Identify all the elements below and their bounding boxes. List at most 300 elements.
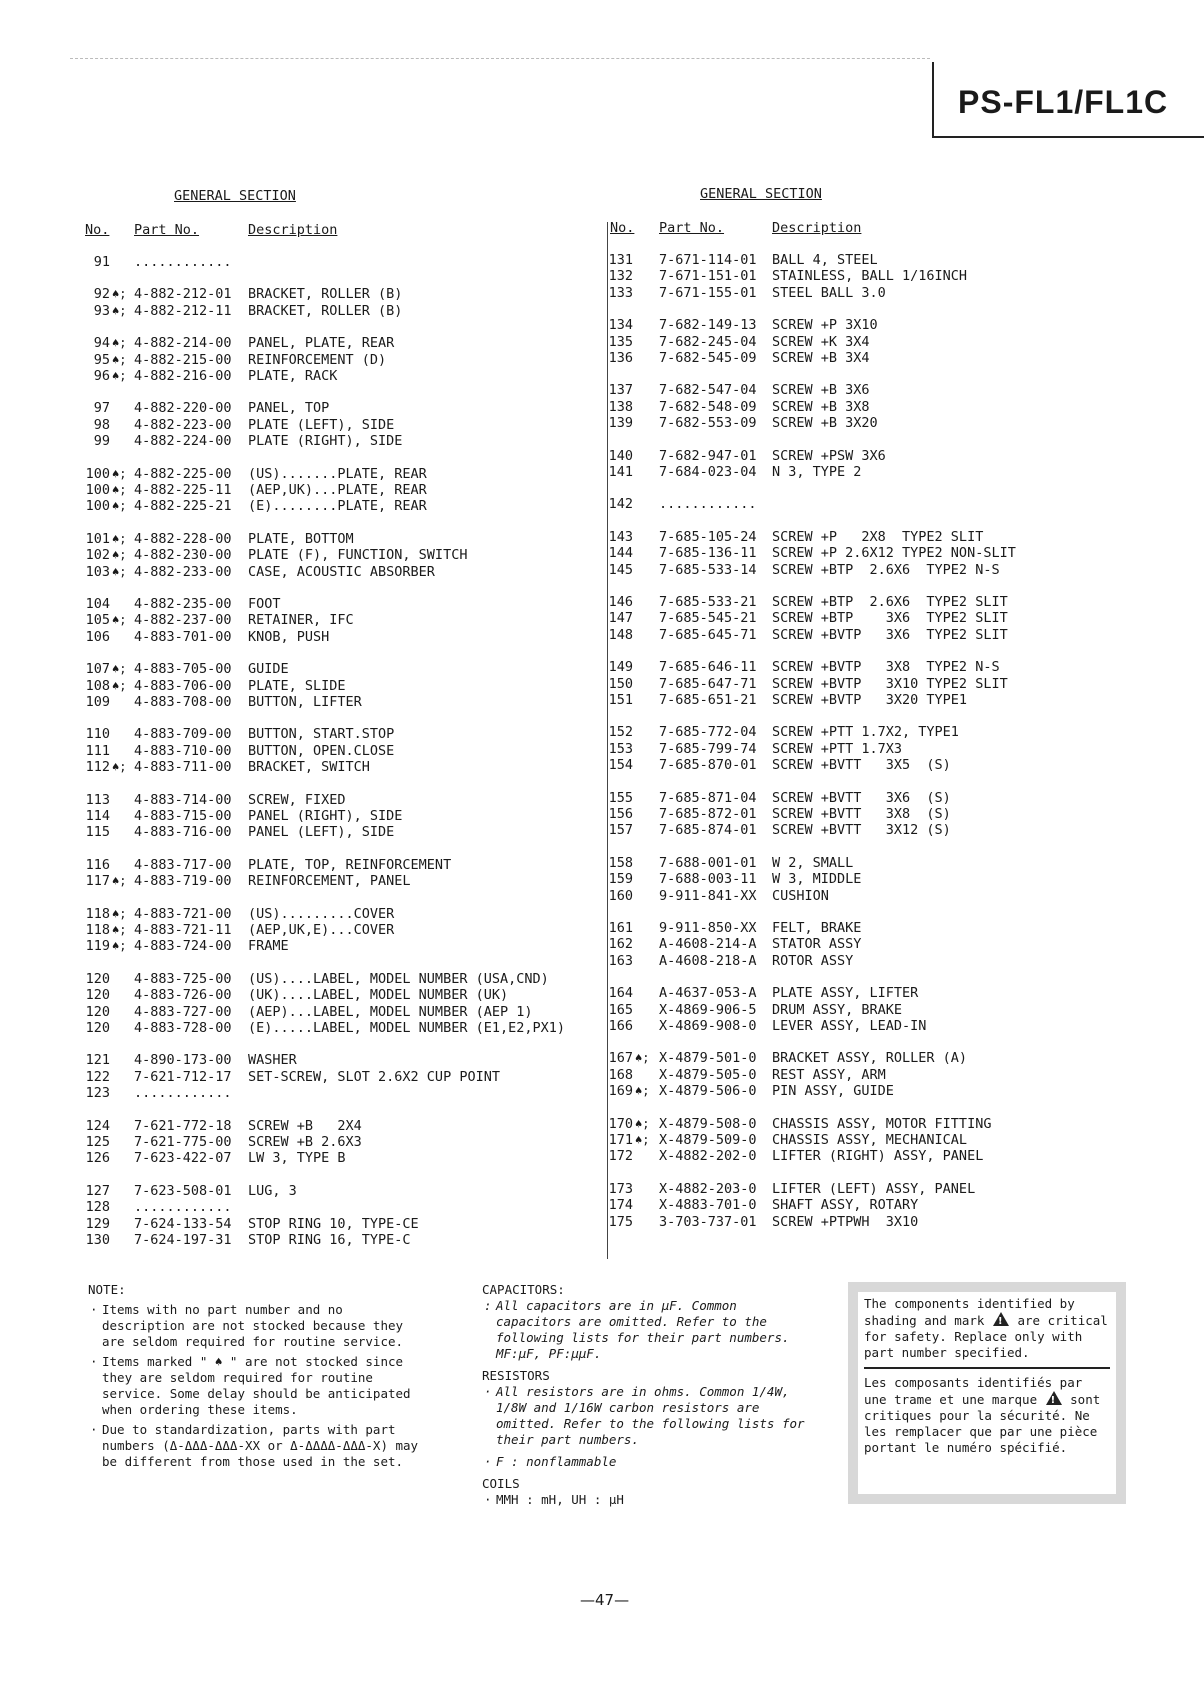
left-col-no-header: No.	[85, 222, 110, 238]
nonflammable-note: · F : nonflammable	[484, 1454, 617, 1469]
part-description: (E).....LABEL, MODEL NUMBER (E1,E2,PX1)	[248, 1020, 565, 1036]
not-stocked-mark: ♠;	[112, 287, 127, 301]
note-text-2: Items marked " ♠ " are not stocked since they are seldom required for routine service. Some delay should be anticipated when ordering these items.	[102, 1354, 411, 1417]
capacitors-text: All capacitors are in μF. Common capacitors are omitted. Refer to the following lists for their part numbers. MF:μF, PF:μμF.	[496, 1298, 790, 1361]
part-description: BRACKET, ROLLER (B)	[248, 303, 403, 319]
part-description: SCREW +BVTP 3X20 TYPE1	[772, 692, 968, 708]
part-number: 7-684-023-04	[659, 464, 757, 480]
part-description: SCREW, FIXED	[248, 792, 346, 808]
part-item-number: 91	[93, 254, 110, 270]
part-item-number: 117	[85, 873, 110, 889]
part-description: RETAINER, IFC	[248, 612, 354, 628]
part-number: 4-882-233-00	[134, 564, 232, 580]
not-stocked-mark: ♠;	[112, 483, 127, 497]
safety-en-text-1: The components identified by shading and mark	[864, 1296, 1075, 1328]
not-stocked-mark: ♠;	[635, 1133, 650, 1147]
part-item-number: 110	[85, 726, 110, 742]
coils-note: · MMH : mH, UH : μH	[484, 1492, 624, 1507]
part-number: 4-882-225-21	[134, 498, 232, 514]
part-description: PIN ASSY, GUIDE	[772, 1083, 894, 1099]
not-stocked-mark: ♠;	[112, 874, 127, 888]
part-number: 4-883-726-00	[134, 987, 232, 1003]
part-number: 7-621-772-18	[134, 1118, 232, 1134]
part-item-number: 141	[608, 464, 633, 480]
part-description: FOOT	[248, 596, 281, 612]
part-number: 7-685-533-21	[659, 594, 757, 610]
part-description: LUG, 3	[248, 1183, 297, 1199]
part-number: 7-671-155-01	[659, 285, 757, 301]
part-description: SCREW +BVTP 3X8 TYPE2 N-S	[772, 659, 1000, 675]
part-description: CHASSIS ASSY, MECHANICAL	[772, 1132, 968, 1148]
part-item-number: 175	[608, 1214, 633, 1230]
part-description: SCREW +P 2.6X12 TYPE2 NON-SLIT	[772, 545, 1016, 561]
part-item-number: 120	[85, 1020, 110, 1036]
part-item-number: 119	[85, 938, 110, 954]
part-item-number: 114	[85, 808, 110, 824]
not-stocked-mark: ♠;	[112, 467, 127, 481]
part-description: SCREW +B 3X4	[772, 350, 870, 366]
part-description: FRAME	[248, 938, 289, 954]
part-number: ............	[659, 496, 757, 512]
part-number: 7-685-772-04	[659, 724, 757, 740]
part-item-number: 153	[608, 741, 633, 757]
part-item-number: 132	[608, 268, 633, 284]
part-item-number: 127	[85, 1183, 110, 1199]
part-number: 7-685-136-11	[659, 545, 757, 561]
part-item-number: 147	[608, 610, 633, 626]
part-description: SET-SCREW, SLOT 2.6X2 CUP POINT	[248, 1069, 500, 1085]
left-section-title: GENERAL SECTION	[174, 188, 296, 204]
warning-triangle-icon	[993, 1312, 1009, 1326]
part-description: GUIDE	[248, 661, 289, 677]
part-item-number: 105	[85, 612, 110, 628]
part-description: ROTOR ASSY	[772, 953, 854, 969]
part-number: 7-685-647-71	[659, 676, 757, 692]
part-description: LEVER ASSY, LEAD-IN	[772, 1018, 927, 1034]
not-stocked-mark: ♠;	[112, 565, 127, 579]
part-number: 7-685-105-24	[659, 529, 757, 545]
part-number: 9-911-841-XX	[659, 888, 757, 904]
part-number: X-4882-202-0	[659, 1148, 757, 1164]
right-col-no-header: No.	[610, 220, 635, 236]
part-description: SHAFT ASSY, ROTARY	[772, 1197, 919, 1213]
part-description: PLATE, TOP, REINFORCEMENT	[248, 857, 452, 873]
part-item-number: 146	[608, 594, 633, 610]
part-number: 4-882-225-11	[134, 482, 232, 498]
part-item-number: 168	[608, 1067, 633, 1083]
left-col-part-header: Part No.	[134, 222, 200, 238]
part-description: WASHER	[248, 1052, 297, 1068]
part-description: SCREW +P 3X10	[772, 317, 878, 333]
part-item-number: 145	[608, 562, 633, 578]
part-number: 4-882-212-11	[134, 303, 232, 319]
part-description: SCREW +PTT 1.7X3	[772, 741, 903, 757]
part-item-number: 174	[608, 1197, 633, 1213]
part-number: 7-685-646-11	[659, 659, 757, 675]
resistors-title: RESISTORS	[482, 1368, 550, 1383]
part-item-number: 131	[608, 252, 633, 268]
part-item-number: 130	[85, 1232, 110, 1248]
part-description: PANEL (LEFT), SIDE	[248, 824, 395, 840]
part-item-number: 111	[85, 743, 110, 759]
not-stocked-mark: ♠;	[635, 1117, 650, 1131]
part-description: PLATE (LEFT), SIDE	[248, 417, 395, 433]
part-item-number: 107	[85, 661, 110, 677]
part-description: BRACKET, SWITCH	[248, 759, 370, 775]
right-col-part-header: Part No.	[659, 220, 725, 236]
part-number: 7-682-545-09	[659, 350, 757, 366]
not-stocked-mark: ♠;	[112, 907, 127, 921]
part-number: 4-883-724-00	[134, 938, 232, 954]
part-number: 4-882-220-00	[134, 400, 232, 416]
part-item-number: 126	[85, 1150, 110, 1166]
part-number: 7-685-545-21	[659, 610, 757, 626]
part-item-number: 116	[85, 857, 110, 873]
part-number: 7-623-422-07	[134, 1150, 232, 1166]
part-description: BALL 4, STEEL	[772, 252, 878, 268]
part-item-number: 120	[85, 971, 110, 987]
part-number: 9-911-850-XX	[659, 920, 757, 936]
part-item-number: 122	[85, 1069, 110, 1085]
part-number: 4-883-705-00	[134, 661, 232, 677]
part-description: SCREW +PSW 3X6	[772, 448, 886, 464]
part-description: (US).......PLATE, REAR	[248, 466, 427, 482]
part-description: REINFORCEMENT (D)	[248, 352, 387, 368]
part-description: CUSHION	[772, 888, 829, 904]
part-number: 7-671-114-01	[659, 252, 757, 268]
not-stocked-mark: ♠;	[112, 532, 127, 546]
part-description: DRUM ASSY, BRAKE	[772, 1002, 903, 1018]
part-item-number: 170	[608, 1116, 633, 1132]
part-number: X-4882-203-0	[659, 1181, 757, 1197]
part-item-number: 101	[85, 531, 110, 547]
part-number: X-4883-701-0	[659, 1197, 757, 1213]
part-number: 4-882-215-00	[134, 352, 232, 368]
not-stocked-mark: ♠;	[112, 923, 127, 937]
not-stocked-mark: ♠;	[112, 679, 127, 693]
resistors-note: · All resistors are in ohms. Common 1/4W, 1/8W and 1/16W carbon resistors are omitted. Refer to the following lists for their part numbers.	[484, 1384, 805, 1447]
part-description: SCREW +BVTP 3X6 TYPE2 SLIT	[772, 627, 1008, 643]
part-number: 7-623-508-01	[134, 1183, 232, 1199]
safety-notice-box	[848, 1282, 1126, 1504]
part-number: 7-682-947-01	[659, 448, 757, 464]
warning-triangle-icon	[1046, 1391, 1062, 1405]
not-stocked-mark: ♠;	[112, 499, 127, 513]
part-number: A-4608-218-A	[659, 953, 757, 969]
part-item-number: 163	[608, 953, 633, 969]
part-item-number: 100	[85, 482, 110, 498]
part-item-number: 124	[85, 1118, 110, 1134]
part-number: 4-883-717-00	[134, 857, 232, 873]
part-description: SCREW +B 3X8	[772, 399, 870, 415]
part-description: PLATE (F), FUNCTION, SWITCH	[248, 547, 468, 563]
part-number: 7-682-548-09	[659, 399, 757, 415]
part-item-number: 104	[85, 596, 110, 612]
part-item-number: 135	[608, 334, 633, 350]
part-item-number: 152	[608, 724, 633, 740]
part-description: SCREW +BVTP 3X10 TYPE2 SLIT	[772, 676, 1008, 692]
part-item-number: 161	[608, 920, 633, 936]
part-number: 4-890-173-00	[134, 1052, 232, 1068]
part-number: 4-883-714-00	[134, 792, 232, 808]
part-description: SCREW +BVTT 3X6 (S)	[772, 790, 951, 806]
not-stocked-mark: ♠;	[112, 353, 127, 367]
part-item-number: 99	[93, 433, 110, 449]
part-description: PANEL (RIGHT), SIDE	[248, 808, 403, 824]
part-description: PLATE, SLIDE	[248, 678, 346, 694]
right-section-title: GENERAL SECTION	[700, 186, 822, 202]
part-description: CHASSIS ASSY, MOTOR FITTING	[772, 1116, 992, 1132]
note-text-1: Items with no part number and no description are not stocked because they are seldom required for routine service.	[102, 1302, 404, 1349]
not-stocked-mark: ♠;	[112, 548, 127, 562]
part-description: SCREW +B 2.6X3	[248, 1134, 362, 1150]
part-number: 4-883-727-00	[134, 1004, 232, 1020]
part-description: (UK)....LABEL, MODEL NUMBER (UK)	[248, 987, 509, 1003]
nonflammable-text: F : nonflammable	[496, 1454, 617, 1469]
part-item-number: 142	[608, 496, 633, 512]
part-description: PANEL, PLATE, REAR	[248, 335, 395, 351]
part-number: ............	[134, 1085, 232, 1101]
part-item-number: 137	[608, 382, 633, 398]
part-description: SCREW +BVTT 3X8 (S)	[772, 806, 951, 822]
part-number: 4-882-212-01	[134, 286, 232, 302]
part-description: PANEL, TOP	[248, 400, 330, 416]
part-item-number: 120	[85, 987, 110, 1003]
part-description: SCREW +BVTT 3X12 (S)	[772, 822, 951, 838]
part-description: PLATE, BOTTOM	[248, 531, 354, 547]
part-description: CASE, ACOUSTIC ABSORBER	[248, 564, 435, 580]
part-item-number: 165	[608, 1002, 633, 1018]
not-stocked-mark: ♠;	[112, 336, 127, 350]
part-description: KNOB, PUSH	[248, 629, 330, 645]
part-item-number: 118	[85, 906, 110, 922]
part-item-number: 109	[85, 694, 110, 710]
part-number: 7-682-553-09	[659, 415, 757, 431]
part-number: A-4637-053-A	[659, 985, 757, 1001]
part-description: BUTTON, OPEN.CLOSE	[248, 743, 395, 759]
part-item-number: 134	[608, 317, 633, 333]
safety-en-text-2: are critical for safety. Replace only with part number specified.	[864, 1313, 1108, 1360]
part-item-number: 159	[608, 871, 633, 887]
part-number: 4-883-701-00	[134, 629, 232, 645]
part-number: 4-882-216-00	[134, 368, 232, 384]
part-number: X-4879-505-0	[659, 1067, 757, 1083]
part-description: (US).........COVER	[248, 906, 395, 922]
part-number: 4-883-721-00	[134, 906, 232, 922]
part-item-number: 150	[608, 676, 633, 692]
part-number: 4-882-235-00	[134, 596, 232, 612]
part-description: BRACKET ASSY, ROLLER (A)	[772, 1050, 968, 1066]
part-number: 4-883-728-00	[134, 1020, 232, 1036]
part-number: 7-682-149-13	[659, 317, 757, 333]
part-number: 7-682-245-04	[659, 334, 757, 350]
part-item-number: 138	[608, 399, 633, 415]
part-number: 4-883-716-00	[134, 824, 232, 840]
note-item-1: · Items with no part number and no description are not stocked because they are seldom required for routine service.	[90, 1302, 404, 1349]
part-description: STAINLESS, BALL 1/16INCH	[772, 268, 968, 284]
part-description: (AEP,UK,E)...COVER	[248, 922, 395, 938]
part-number: X-4879-509-0	[659, 1132, 757, 1148]
part-description: PLATE ASSY, LIFTER	[772, 985, 919, 1001]
part-number: A-4608-214-A	[659, 936, 757, 952]
part-item-number: 106	[85, 629, 110, 645]
part-item-number: 92	[93, 286, 110, 302]
part-item-number: 103	[85, 564, 110, 580]
part-number: 7-624-133-54	[134, 1216, 232, 1232]
part-number: 4-883-708-00	[134, 694, 232, 710]
part-number: 4-882-214-00	[134, 335, 232, 351]
part-description: SCREW +BTP 2.6X6 TYPE2 N-S	[772, 562, 1000, 578]
model-title: PS-FL1/FL1C	[958, 84, 1169, 120]
part-item-number: 149	[608, 659, 633, 675]
note-item-2: · Items marked " ♠ " are not stocked since they are seldom required for routine service. Some delay should be anticipated when ordering these items.	[90, 1354, 411, 1417]
part-item-number: 100	[85, 466, 110, 482]
part-item-number: 125	[85, 1134, 110, 1150]
part-number: 4-883-715-00	[134, 808, 232, 824]
part-number: 7-621-775-00	[134, 1134, 232, 1150]
part-number: 7-621-712-17	[134, 1069, 232, 1085]
part-item-number: 140	[608, 448, 633, 464]
resistors-text: All resistors are in ohms. Common 1/4W, 1/8W and 1/16W carbon resistors are omitted. Refer to the following lists for their part numbers.	[496, 1384, 805, 1447]
notes-title: NOTE:	[88, 1282, 126, 1297]
part-item-number: 143	[608, 529, 633, 545]
part-description: BUTTON, LIFTER	[248, 694, 362, 710]
part-item-number: 136	[608, 350, 633, 366]
part-number: X-4869-908-0	[659, 1018, 757, 1034]
part-item-number: 98	[93, 417, 110, 433]
part-item-number: 151	[608, 692, 633, 708]
note-item-3: · Due to standardization, parts with part numbers (Δ-ΔΔΔ-ΔΔΔ-XX or Δ-ΔΔΔΔ-ΔΔΔ-X) may be different from those used in the set.	[90, 1422, 419, 1469]
part-item-number: 118	[85, 922, 110, 938]
part-item-number: 108	[85, 678, 110, 694]
part-description: SCREW +B 3X20	[772, 415, 878, 431]
part-item-number: 173	[608, 1181, 633, 1197]
part-item-number: 102	[85, 547, 110, 563]
part-item-number: 133	[608, 285, 633, 301]
safety-divider	[864, 1367, 1110, 1369]
part-description: STOP RING 16, TYPE-C	[248, 1232, 411, 1248]
safety-fr-text-2: sont critiques pour la sécurité. Ne les remplacer que par une pièce portant le numéro spécifié.	[864, 1392, 1101, 1455]
part-description: REINFORCEMENT, PANEL	[248, 873, 411, 889]
part-item-number: 166	[608, 1018, 633, 1034]
part-description: SCREW +PTT 1.7X2, TYPE1	[772, 724, 959, 740]
part-number: 7-685-871-04	[659, 790, 757, 806]
part-number: 7-671-151-01	[659, 268, 757, 284]
not-stocked-mark: ♠;	[635, 1051, 650, 1065]
part-item-number: 121	[85, 1052, 110, 1068]
part-description: SCREW +BTP 2.6X6 TYPE2 SLIT	[772, 594, 1008, 610]
part-description: STOP RING 10, TYPE-CE	[248, 1216, 419, 1232]
capacitors-title: CAPACITORS:	[482, 1282, 565, 1297]
part-number: 4-883-719-00	[134, 873, 232, 889]
part-number: 4-883-709-00	[134, 726, 232, 742]
part-description: (AEP,UK)...PLATE, REAR	[248, 482, 427, 498]
part-number: 4-882-223-00	[134, 417, 232, 433]
part-description: SCREW +B 2X4	[248, 1118, 362, 1134]
part-item-number: 129	[85, 1216, 110, 1232]
not-stocked-mark: ♠;	[635, 1084, 650, 1098]
part-description: PLATE, RACK	[248, 368, 338, 384]
part-number: 3-703-737-01	[659, 1214, 757, 1230]
part-number: X-4879-508-0	[659, 1116, 757, 1132]
part-item-number: 112	[85, 759, 110, 775]
component-notes	[482, 1282, 812, 1508]
part-number: 4-883-725-00	[134, 971, 232, 987]
part-description: SCREW +BTP 3X6 TYPE2 SLIT	[772, 610, 1008, 626]
part-number: 4-882-237-00	[134, 612, 232, 628]
part-item-number: 94	[93, 335, 110, 351]
part-description: PLATE (RIGHT), SIDE	[248, 433, 403, 449]
part-description: SCREW +PTPWH 3X10	[772, 1214, 919, 1230]
not-stocked-mark: ♠;	[112, 613, 127, 627]
part-item-number: 96	[93, 368, 110, 384]
part-number: X-4879-501-0	[659, 1050, 757, 1066]
part-number: ............	[134, 1199, 232, 1215]
part-item-number: 162	[608, 936, 633, 952]
part-description: LW 3, TYPE B	[248, 1150, 346, 1166]
part-item-number: 123	[85, 1085, 110, 1101]
part-item-number: 95	[93, 352, 110, 368]
part-item-number: 154	[608, 757, 633, 773]
part-description: N 3, TYPE 2	[772, 464, 862, 480]
part-description: W 2, SMALL	[772, 855, 854, 871]
part-description: STEEL BALL 3.0	[772, 285, 886, 301]
top-rule	[70, 58, 930, 59]
part-number: 7-685-870-01	[659, 757, 757, 773]
left-col-desc-header: Description	[248, 222, 338, 238]
part-number: 4-883-706-00	[134, 678, 232, 694]
part-item-number: 158	[608, 855, 633, 871]
not-stocked-mark: ♠;	[112, 760, 127, 774]
part-number: 4-883-711-00	[134, 759, 232, 775]
part-number: 7-685-872-01	[659, 806, 757, 822]
part-number: X-4879-506-0	[659, 1083, 757, 1099]
part-item-number: 171	[608, 1132, 633, 1148]
part-number: 4-882-230-00	[134, 547, 232, 563]
part-description: (AEP)...LABEL, MODEL NUMBER (AEP 1)	[248, 1004, 533, 1020]
part-description: W 3, MIDDLE	[772, 871, 862, 887]
page-number: —47—	[580, 1591, 630, 1609]
part-description: REST ASSY, ARM	[772, 1067, 886, 1083]
part-description: LIFTER (RIGHT) ASSY, PANEL	[772, 1148, 984, 1164]
part-description: SCREW +B 3X6	[772, 382, 870, 398]
part-number: 7-685-799-74	[659, 741, 757, 757]
not-stocked-mark: ♠;	[112, 304, 127, 318]
not-stocked-mark: ♠;	[112, 939, 127, 953]
part-item-number: 139	[608, 415, 633, 431]
part-number: 4-883-710-00	[134, 743, 232, 759]
part-item-number: 160	[608, 888, 633, 904]
part-number: 7-685-645-71	[659, 627, 757, 643]
part-number: 7-682-547-04	[659, 382, 757, 398]
coils-text: MMH : mH, UH : μH	[496, 1492, 624, 1507]
part-number: 7-688-001-01	[659, 855, 757, 871]
part-item-number: 169	[608, 1083, 633, 1099]
part-description: SCREW +BVTT 3X5 (S)	[772, 757, 951, 773]
part-description: LIFTER (LEFT) ASSY, PANEL	[772, 1181, 976, 1197]
part-description: BRACKET, ROLLER (B)	[248, 286, 403, 302]
part-item-number: 164	[608, 985, 633, 1001]
part-item-number: 155	[608, 790, 633, 806]
part-item-number: 156	[608, 806, 633, 822]
part-description: SCREW +P 2X8 TYPE2 SLIT	[772, 529, 984, 545]
part-number: 7-624-197-31	[134, 1232, 232, 1248]
part-number: 4-882-224-00	[134, 433, 232, 449]
part-item-number: 100	[85, 498, 110, 514]
part-item-number: 93	[93, 303, 110, 319]
part-number: X-4869-906-5	[659, 1002, 757, 1018]
part-number: 7-685-533-14	[659, 562, 757, 578]
